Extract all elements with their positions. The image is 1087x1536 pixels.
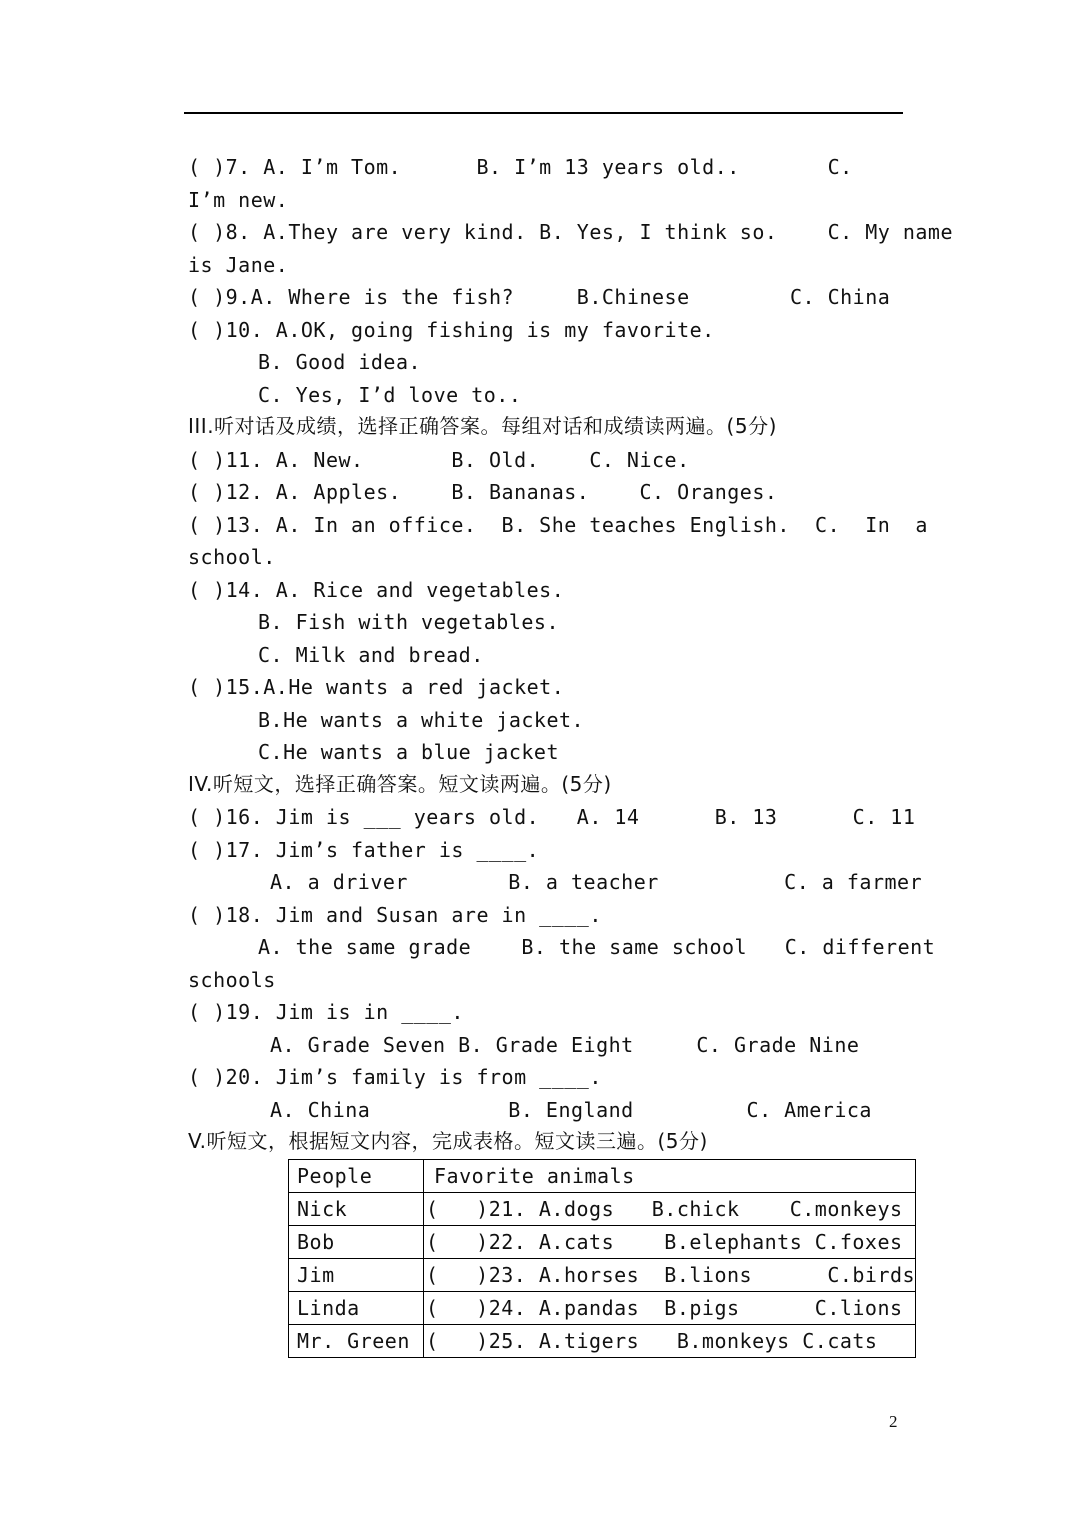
table-cell-person: Bob	[289, 1226, 424, 1259]
question-17-options: A. a driver B. a teacher C. a farmer	[270, 870, 923, 894]
page-number: 2	[889, 1412, 898, 1431]
table-row	[289, 1292, 916, 1325]
question-18-cont: schools	[188, 968, 276, 992]
question-19-options: A. Grade Seven B. Grade Eight C. Grade Nine	[270, 1033, 860, 1057]
table-row	[289, 1259, 916, 1292]
table-header-row	[289, 1160, 916, 1193]
question-7-cont: I’m new.	[188, 188, 289, 212]
question-20: ( )20. Jim’s family is from ____.	[188, 1065, 602, 1089]
table-header-people: People	[289, 1160, 424, 1193]
table-row	[289, 1226, 916, 1259]
table-row	[289, 1325, 916, 1358]
table-cell-person: Nick	[289, 1193, 424, 1226]
question-8: ( )8. A.They are very kind. B. Yes, I think so. C. My name	[188, 220, 954, 244]
table-cell-question: ( )25. A.tigers B.monkeys C.cats	[424, 1325, 916, 1358]
table-cell-person: Linda	[289, 1292, 424, 1325]
question-20-options: A. China B. England C. America	[270, 1098, 872, 1122]
question-15-option-b: B.He wants a white jacket.	[258, 708, 585, 732]
table-header-animals: Favorite animals	[424, 1160, 916, 1193]
table-cell-question: ( )23. A.horses B.lions C.birds	[424, 1259, 916, 1292]
table-cell-question: ( )22. A.cats B.elephants C.foxes	[424, 1226, 916, 1259]
question-12: ( )12. A. Apples. B. Bananas. C. Oranges.	[188, 480, 778, 504]
question-15-option-c: C.He wants a blue jacket	[258, 740, 559, 764]
table-cell-question: ( )21. A.dogs B.chick C.monkeys	[424, 1193, 916, 1226]
question-19: ( )19. Jim is in ____.	[188, 1000, 464, 1024]
question-14: ( )14. A. Rice and vegetables.	[188, 578, 565, 602]
section-4-heading: IV.听短文，选择正确答案。短文读两遍。(5分)	[188, 772, 612, 796]
question-8-cont: is Jane.	[188, 253, 289, 277]
question-14-option-b: B. Fish with vegetables.	[258, 610, 559, 634]
table-row	[289, 1193, 916, 1226]
question-17: ( )17. Jim’s father is ____.	[188, 838, 540, 862]
section-3-heading: III.听对话及成绩，选择正确答案。每组对话和成绩读两遍。(5分)	[188, 414, 777, 438]
question-13: ( )13. A. In an office. B. She teaches English. C. In a	[188, 513, 928, 537]
animals-table	[288, 1159, 916, 1358]
question-13-cont: school.	[188, 545, 276, 569]
question-15: ( )15.A.He wants a red jacket.	[188, 675, 565, 699]
question-18-options: A. the same grade B. the same school C. different	[258, 935, 936, 959]
question-18: ( )18. Jim and Susan are in ____.	[188, 903, 602, 927]
question-10-option-c: C. Yes, I’d love to..	[258, 383, 522, 407]
question-7: ( )7. A. I’m Tom. B. I’m 13 years old.. C.	[188, 155, 853, 179]
question-9: ( )9.A. Where is the fish? B.Chinese C. China	[188, 285, 891, 309]
table-cell-question: ( )24. A.pandas B.pigs C.lions	[424, 1292, 916, 1325]
section-5-heading: V.听短文，根据短文内容，完成表格。短文读三遍。(5分)	[188, 1129, 708, 1153]
question-10-option-b: B. Good idea.	[258, 350, 422, 374]
question-16: ( )16. Jim is ___ years old. A. 14 B. 13 C. 11	[188, 805, 916, 829]
question-11: ( )11. A. New. B. Old. C. Nice.	[188, 448, 690, 472]
table-cell-person: Mr. Green	[289, 1325, 424, 1358]
question-10: ( )10. A.OK, going fishing is my favorite.	[188, 318, 715, 342]
header-rule	[184, 112, 903, 114]
table-cell-person: Jim	[289, 1259, 424, 1292]
question-14-option-c: C. Milk and bread.	[258, 643, 484, 667]
